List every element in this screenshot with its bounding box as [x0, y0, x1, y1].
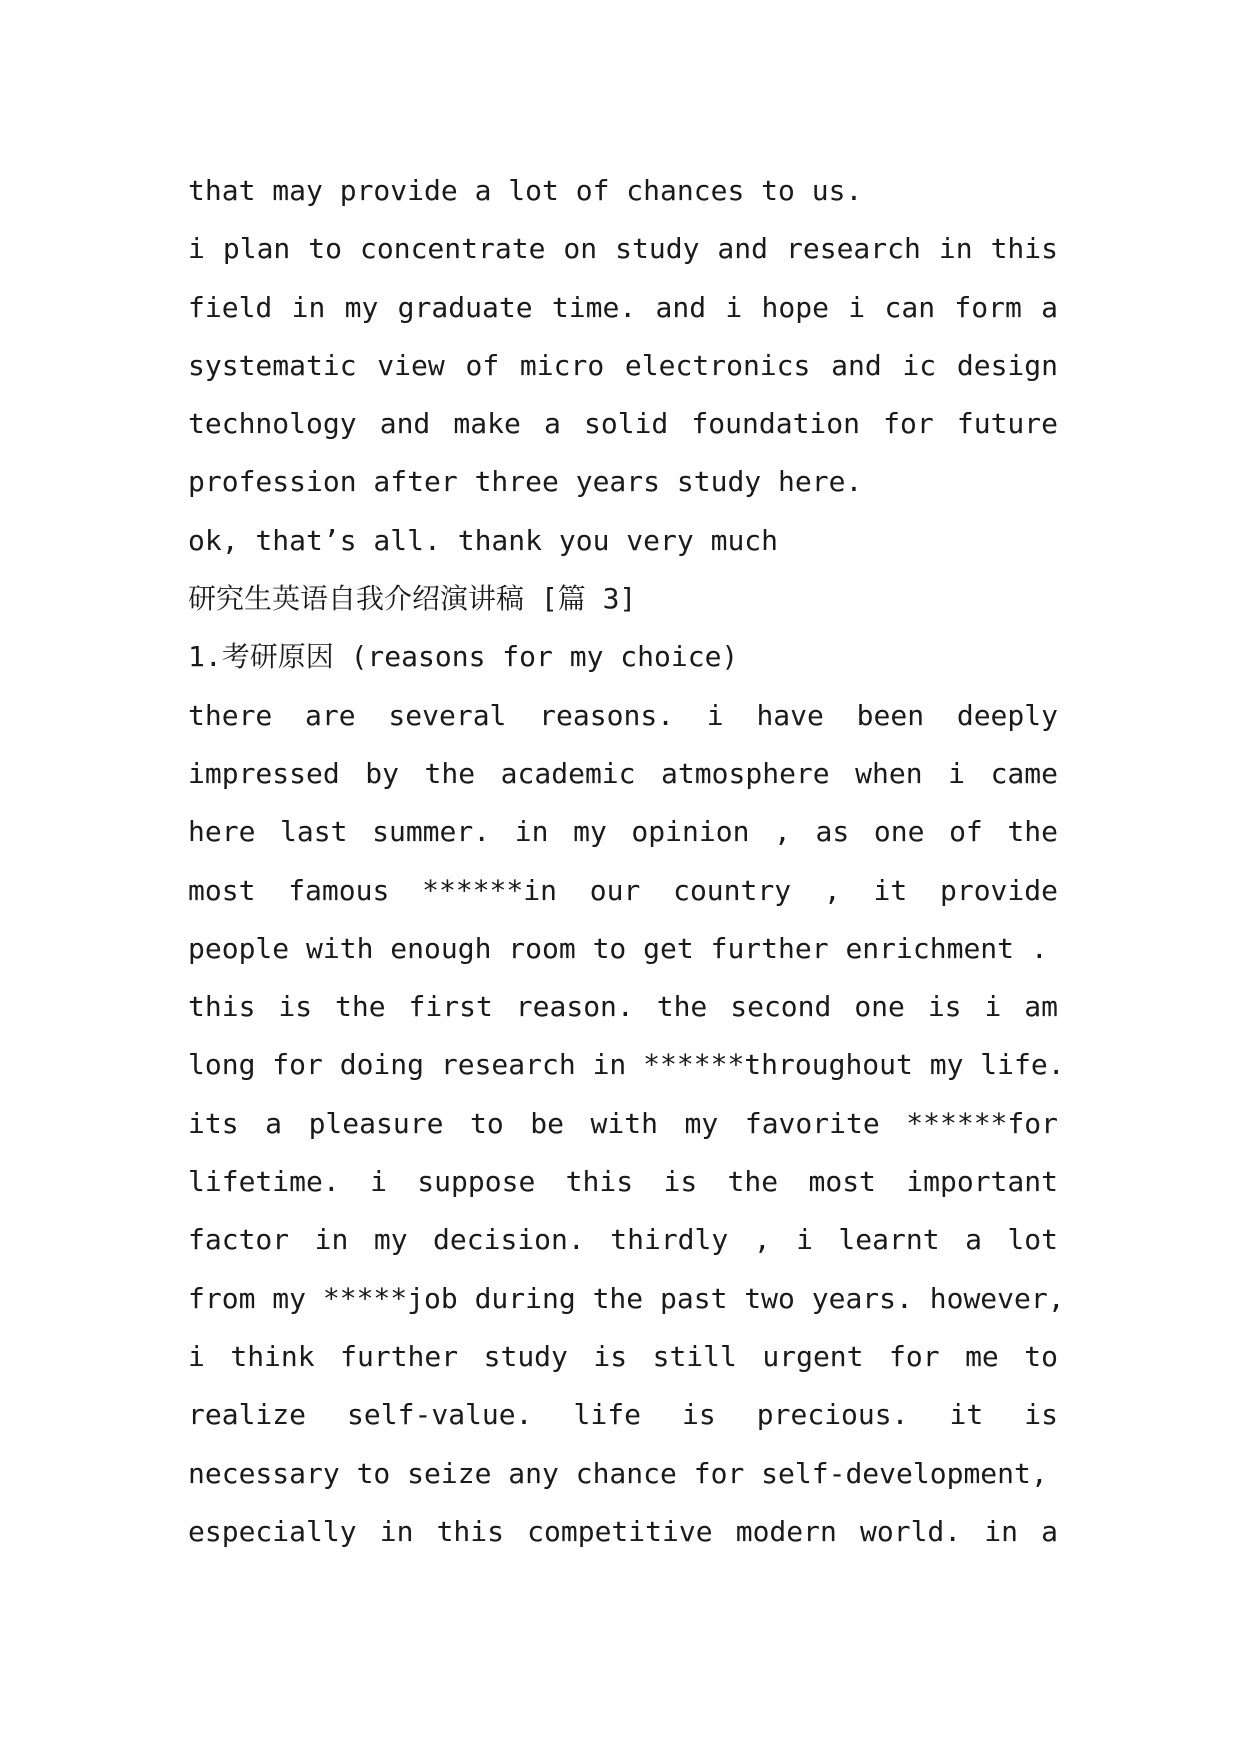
text-line: necessary to seize any chance for self-development,	[188, 1456, 1048, 1490]
text-line: here last summer. in my opinion , as one of the	[188, 815, 1058, 849]
text-line: long for doing research in ******throughout my life.	[188, 1048, 1065, 1082]
text-line: lifetime. i suppose this is the most important	[188, 1165, 1058, 1199]
text-line: technology and make a solid foundation for future	[188, 407, 1058, 441]
text-line: i think further study is still urgent for me to	[188, 1339, 1058, 1373]
document-body	[188, 162, 1065, 1561]
text-line: there are several reasons. i have been deeply	[188, 698, 1058, 732]
text-line: field in my graduate time. and i hope i can form a	[188, 290, 1058, 324]
text-line: profession after three years study here.	[188, 465, 863, 499]
text-line: from my *****job during the past two years. however,	[188, 1281, 1065, 1315]
text-line: its a pleasure to be with my favorite ******for	[188, 1106, 1058, 1140]
text-line: i plan to concentrate on study and research in this	[188, 232, 1058, 266]
text-line: people with enough room to get further enrichment .	[188, 931, 1048, 965]
section-heading: 研究生英语自我介绍演讲稿 [篇 3]	[188, 582, 637, 616]
section-heading: 1.考研原因 (reasons for my choice)	[188, 640, 739, 674]
text-line: that may provide a lot of chances to us.	[188, 174, 863, 207]
text-line: especially in this competitive modern world. in a	[188, 1514, 1058, 1548]
text-line: this is the first reason. the second one is i am	[188, 990, 1058, 1024]
text-line: factor in my decision. thirdly , i learnt a lot	[188, 1223, 1058, 1257]
text-line: systematic view of micro electronics and ic design	[188, 348, 1058, 382]
text-line: ok, that’s all. thank you very much	[188, 523, 779, 557]
text-line: impressed by the academic atmosphere when i came	[188, 756, 1058, 790]
text-line: most famous ******in our country , it provide	[188, 873, 1058, 907]
text-line: realize self-value. life is precious. it is	[188, 1398, 1058, 1432]
